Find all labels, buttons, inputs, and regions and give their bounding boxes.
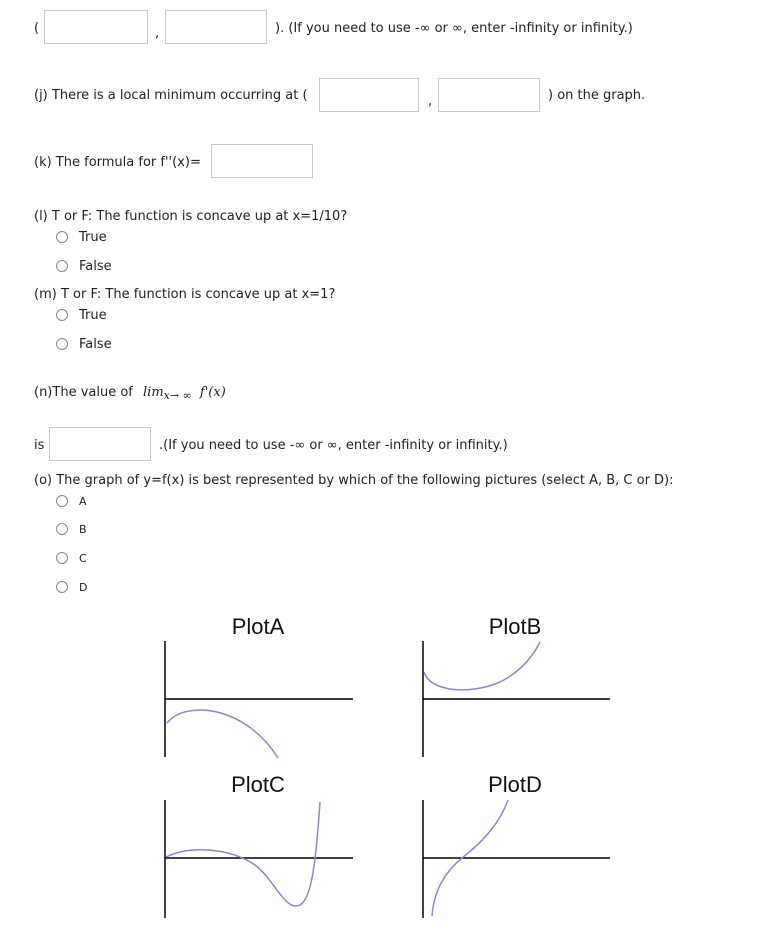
part-o-question: (o) The graph of y=f(x) is best represented by which of the following pictures (select A, B, C or D): <box>34 473 674 488</box>
comma: , <box>155 26 160 41</box>
plot-d <box>423 800 610 918</box>
part-m-question: (m) T or F: The function is concave up at x=1? <box>34 287 336 302</box>
plot-b-title: PlotB <box>488 614 542 639</box>
part-m-false-label: False <box>79 337 112 352</box>
part-j-label: (j) There is a local minimum occurring at ( <box>34 88 308 103</box>
part-n-text: (n)The value of <box>34 385 133 400</box>
part-n-is: is <box>34 438 45 453</box>
plot-b-curve <box>424 642 540 690</box>
option-a-label: A <box>79 495 87 508</box>
plot-b <box>423 641 610 757</box>
part-i-suffix: ). (If you need to use -∞ or ∞, enter -infinity or infinity.) <box>275 21 633 36</box>
part-m-true-label: True <box>79 308 107 323</box>
option-c-label: C <box>79 552 87 565</box>
plot-a <box>165 641 353 758</box>
lim-subscript: x→ ∞ <box>163 389 192 402</box>
plot-c-title: PlotC <box>231 772 285 797</box>
part-l-false-label: False <box>79 259 112 274</box>
open-paren: ( <box>34 21 40 36</box>
part-l-true-label: True <box>79 230 107 245</box>
plot-a-curve <box>167 710 278 758</box>
plot-c-curve <box>166 802 320 906</box>
option-b-label: B <box>79 523 87 536</box>
comma: , <box>428 94 433 109</box>
lim-function: f'(x) <box>199 385 226 400</box>
plot-c <box>165 800 353 918</box>
plot-a-title: PlotA <box>231 614 285 639</box>
part-l-question: (l) T or F: The function is concave up at x=1/10? <box>34 209 348 224</box>
part-k-label: (k) The formula for f''(x)= <box>34 155 201 170</box>
part-j-suffix: ) on the graph. <box>548 88 646 103</box>
plot-d-title: PlotD <box>488 772 542 797</box>
option-d-label: D <box>79 581 88 594</box>
part-n-suffix: .(If you need to use -∞ or ∞, enter -infinity or infinity.) <box>159 438 508 453</box>
lim-symbol: lim <box>143 385 164 400</box>
